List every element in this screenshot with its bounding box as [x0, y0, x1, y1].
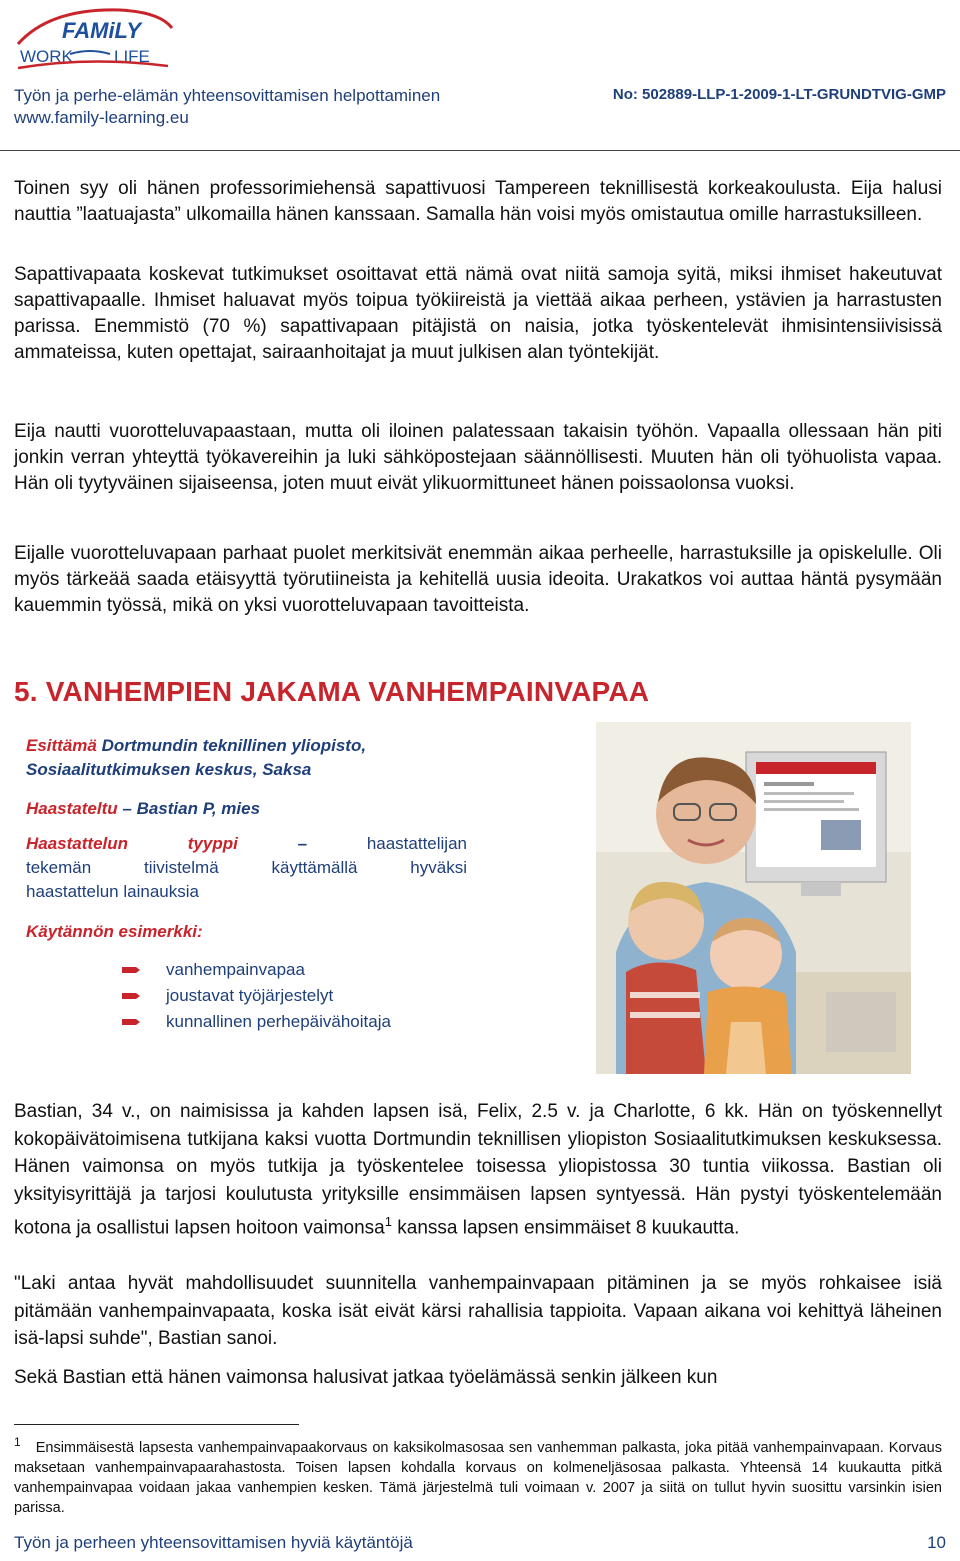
- list-item: [122, 957, 391, 983]
- arrow-bullet-icon: [122, 966, 140, 974]
- list-item: [122, 1009, 391, 1035]
- type-value-3: haastattelun lainauksia: [26, 882, 199, 901]
- list-item-label: kunnallinen perhepäivähoitaja: [166, 1012, 391, 1031]
- paragraph-2: Sapattivapaata koskevat tutkimukset osoittavat että nämä ovat niitä samoja syitä, miksi ihmiset hakeutuvat sapattivapaalle. Ihmiset haluavat myös toipua työkiireistä ja viettää aikaa perheen, ystävien ja harrastusten parissa. Enemmistö (70 %) sapattivapaan pitäjistä on naisia, jotka työskentelevät ihmisintensiivisissä ammateissa, kuten opettajat, sairaanhoitajat ja muut julkisen alan työntekijät.: [14, 264, 942, 363]
- presenter-block: [26, 734, 467, 782]
- list-item: [122, 983, 391, 1009]
- logo-life-text: LIFE: [114, 47, 150, 66]
- paragraph-3: Eija nautti vuorotteluvapaastaan, mutta oli iloinen palatessaan takaisin työhön. Vapaalla ollessaan hän piti jonkin verran yhteyttä työkavereihin ja luki sähköpostejaan säännöllisesti. Muuten hän oli työhuolista vapaa. Hän oli tyytyväinen sijaiseensa, joten muut eivät ylikuormittuneet hänen poissaolonsa vuoksi.: [14, 421, 942, 494]
- family-work-life-logo: [10, 4, 180, 76]
- project-number: No: 502889-LLP-1-2009-1-LT-GRUNDTVIG-GMP: [612, 86, 946, 103]
- paragraph-5: [14, 1098, 942, 1242]
- list-item-label: joustavat työjärjestelyt: [166, 986, 334, 1005]
- type-value-1: haastattelijan: [366, 834, 467, 853]
- photo-father-with-two-children: [596, 722, 911, 1074]
- interviewed-value: Bastian P, mies: [136, 799, 261, 818]
- presenter-value-1: Dortmundin teknillinen yliopisto,: [101, 736, 367, 755]
- paragraph-6-quote: "Laki antaa hyvät mahdollisuudet suunnitella vanhempainvapaan pitäminen ja se myös rohkaisee isiä pitämään vanhempainvapaata, koska isät eivät kärsi rahallisia tappioita. Vapaan aikana voi kehittyä läheinen isä-lapsi suhde", Bastian sanoi.: [14, 1273, 942, 1349]
- practices-label: Käytännön esimerkki:: [26, 922, 203, 941]
- footnote-divider: [14, 1424, 299, 1425]
- arrow-bullet-icon: [122, 1018, 140, 1026]
- paragraph-7: Sekä Bastian että hänen vaimonsa halusivat jatkaa työelämässä senkin jälkeen kun: [14, 1367, 718, 1388]
- header-title: Työn ja perhe-elämän yhteensovittamisen helpottaminen: [14, 86, 441, 105]
- footnote: [14, 1432, 942, 1518]
- interviewed-dash: –: [122, 799, 132, 818]
- list-item-label: vanhempainvapaa: [166, 960, 305, 979]
- paragraph-1: Toinen syy oli hänen professorimiehensä sapattivuosi Tampereen teknillisestä korkeakoulusta. Eija halusi nauttia ”laatuajasta” ulkomailla hänen kanssaan. Samalla hän voisi myös omistautua omille harrastuksilleen.: [14, 178, 942, 225]
- logo-family-text: FAMiLY: [62, 18, 142, 43]
- header-url[interactable]: www.family-learning.eu: [14, 108, 189, 127]
- header-divider: [0, 150, 960, 151]
- type-dash: –: [297, 834, 308, 853]
- section-title: 5. VANHEMPIEN JAKAMA VANHEMPAINVAPAA: [14, 676, 650, 707]
- interviewed-label: Haastateltu: [26, 799, 118, 818]
- paragraph-5-text-end: kanssa lapsen ensimmäiset 8 kuukautta.: [391, 1217, 740, 1239]
- presenter-label: Esittämä: [26, 736, 97, 755]
- presenter-value-2: Sosiaalitutkimuksen keskus, Saksa: [26, 760, 312, 779]
- footnote-text: Ensimmäisestä lapsesta vanhempainvapaakorvaus on kaksikolmasosaa sen vanhemman palkasta, joka pitää vanhempainvapaan. Korvaus maksetaan vanhempainvapaarahastosta. Toisen lapsen kohdalla korvaus on kolmeneljäsosaa palkasta. Yhteensä 14 kuukautta pitkä vanhempainvapaa voidaan jakaa vanhempien kesken. Tämä järjestelmä tuli voimaan v. 2007 ja siitä on tullut hyvin suosittu varsinkin isien parissa.: [14, 1439, 942, 1516]
- page-number: 10: [927, 1533, 946, 1552]
- type-label: Haastattelun tyyppi: [26, 834, 238, 853]
- paragraph-5-text: Bastian, 34 v., on naimisissa ja kahden lapsen isä, Felix, 2.5 v. ja Charlotte, 6 kk. Hän on työskennellyt kokopäivätoimisena tutkijana kaksi vuotta Dortmundin teknillisen yliopiston Sosiaalitutkimuksen keskuksessa. Hänen vaimonsa on myös tutkija ja työskentelee toisessa yliopistossa 30 tuntia viikossa. Bastian oli yksityisyrittäjä ja tarjosi koulutusta yrityksille ensimmäisen lapsen syntyessä. Hän pystyi työskentelemään kotona ja osallistui lapsen hoitoon vaimonsa: [14, 1101, 942, 1239]
- type-value-2: tekemän tiivistelmä käyttämällä hyväksi: [26, 858, 467, 877]
- interviewed-block: [26, 797, 467, 821]
- footnote-marker: 1: [14, 1435, 21, 1449]
- footer-title: Työn ja perheen yhteensovittamisen hyviä käytäntöjä: [14, 1533, 413, 1552]
- footnote-ref[interactable]: 1: [384, 1214, 392, 1229]
- logo-work-text: WORK: [20, 47, 73, 66]
- arrow-bullet-icon: [122, 992, 140, 1000]
- practice-list: [122, 957, 391, 1035]
- paragraph-4: Eijalle vuorotteluvapaan parhaat puolet merkitsivät enemmän aikaa perheelle, harrastuksille ja opiskelulle. Oli myös tärkeää saada etäisyyttä työrutiineista ja kehitellä uusia ideoita. Urakatkos voi auttaa häntä pysymään kauemmin työssä, mikä on yksi vuorotteluvapaan tavoitteista.: [14, 543, 942, 616]
- interview-type-block: [26, 832, 467, 904]
